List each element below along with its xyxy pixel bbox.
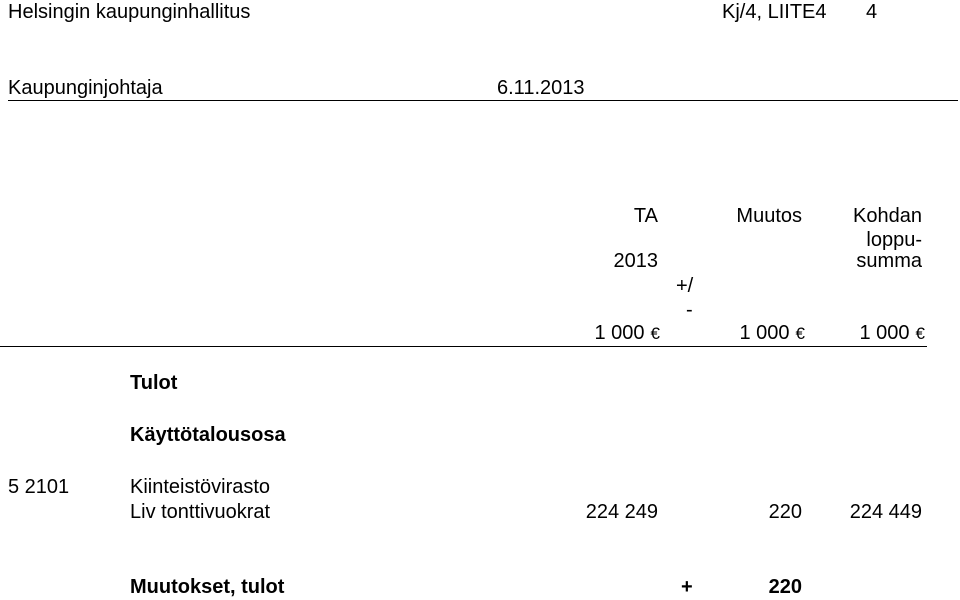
row-total-value: 224 449 xyxy=(849,501,922,523)
item-code: 5 2101 xyxy=(8,476,70,498)
role-title: Kaupunginjohtaja xyxy=(8,77,163,99)
euro-sign: € xyxy=(915,324,925,343)
total-unit-value: 1 000 xyxy=(859,322,910,344)
units-rule xyxy=(0,346,927,347)
ta-unit xyxy=(540,322,660,345)
ta-column-label: TA xyxy=(633,205,658,227)
document-date: 6.11.2013 xyxy=(497,77,585,99)
total-column-label-line2: loppu- xyxy=(866,229,922,251)
euro-sign: € xyxy=(650,324,660,343)
row-ta-value: 224 249 xyxy=(585,501,658,523)
change-column-label: Muutos xyxy=(736,205,802,227)
summary-label: Muutokset, tulot xyxy=(130,576,285,598)
change-unit xyxy=(683,322,805,345)
ta-column-year: 2013 xyxy=(613,250,658,272)
sign-column-label-bottom: - xyxy=(686,299,693,321)
item-name: Kiinteistövirasto xyxy=(130,476,271,498)
summary-sign: + xyxy=(681,576,693,598)
row-label: Liv tonttivuokrat xyxy=(130,501,271,523)
income-heading: Tulot xyxy=(130,372,178,394)
section-heading: Käyttötalousosa xyxy=(130,424,286,446)
total-unit xyxy=(805,322,925,345)
sign-column-label-top: +/ xyxy=(676,275,694,297)
ta-unit-value: 1 000 xyxy=(594,322,645,344)
reference-code: Kj/4, LIITE4 xyxy=(722,1,827,23)
row-change-value: 220 xyxy=(768,501,802,523)
total-column-label-line3: summa xyxy=(856,250,922,272)
page-number: 4 xyxy=(866,1,878,23)
organization-name: Helsingin kaupunginhallitus xyxy=(8,1,251,23)
summary-value: 220 xyxy=(768,576,802,598)
change-unit-value: 1 000 xyxy=(739,322,790,344)
total-column-label-line1: Kohdan xyxy=(853,205,922,227)
euro-sign: € xyxy=(795,324,805,343)
header-rule xyxy=(8,100,958,101)
